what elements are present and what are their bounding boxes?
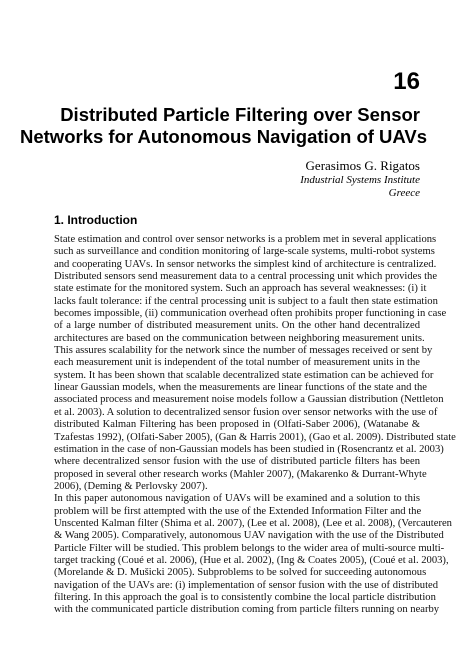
body-line: state estimate for the monitored system. Such an approach has several weaknesses: (i) it (54, 283, 427, 295)
chapter-title-line: Distributed Particle Filtering over Sensor (60, 104, 420, 125)
chapter-number: 16 (393, 68, 420, 95)
body-line: where decentralized sensor fusion with the use of distributed particle filters has been (54, 456, 420, 468)
section-heading: 1. Introduction (54, 213, 138, 227)
body-line: of a large number of distributed measurement units. On the other hand decentralized (54, 320, 420, 332)
body-text (54, 234, 456, 617)
body-line: Tzafestas 1992), (Olfati-Saber 2005), (Gan & Harris 2001), (Gao et al. 2009). Distributed state (54, 431, 456, 443)
body-line: system. It has been shown that scalable decentralized state estimation can be achieved for (54, 369, 434, 381)
body-line: becomes impossible, (ii) communication overhead often prohibits proper functioning in case (54, 308, 447, 320)
body-line: filtering. In this approach the goal is to consistently combine the local particle distribution (54, 591, 436, 603)
body-line: such as surveillance and condition monitoring of large-scale systems, multi-robot systems (54, 246, 435, 258)
body-line: This assures scalability for the network since the number of messages received or sent by (54, 345, 433, 357)
body-line: et al. 2003). A solution to decentralized sensor fusion over sensor networks with the use of (54, 406, 438, 418)
body-line: 2006), (Deming & Perlovsky 2007). (54, 480, 208, 492)
body-line: Unscented Kalman filter (Shima et al. 2007), (Lee et al. 2008), (Lee et al. 2008), (Vercauteren (54, 517, 452, 529)
body-line: problem will be first attempted with the use of the Extended Information Filter and the (54, 505, 422, 517)
body-line: lacks fault tolerance: if the central processing unit is subject to a fault then state estimation (54, 295, 438, 307)
author-name: Gerasimos G. Rigatos (305, 158, 420, 173)
body-line: architectures are based on the communication between neighboring measurement units. (54, 332, 425, 344)
body-line: and cooperating UAVs. In sensor networks the simplest kind of architecture is centralized. (54, 258, 437, 270)
body-line: proposed in several other research works (Mahler 2007), (Makarenko & Durrant-Whyte (54, 468, 427, 480)
body-line: Distributed sensors send measurement data to a central processing unit which provides the (54, 271, 438, 283)
body-line: linear Gaussian models, when the measurements are linear functions of the state and the (54, 382, 428, 394)
author-block (300, 158, 420, 200)
body-line: target tracking (Coué et al. 2006), (Hue et al. 2002), (Ing & Coates 2005), (Coué et al. 2003), (54, 554, 449, 566)
body-line: associated process and measurement noise models follow a Gaussian distribution (Nettleton (54, 394, 444, 406)
body-line: estimation in the case of non-Gaussian models has been studied in (Rosencrantz et al. 2003) (54, 443, 444, 455)
body-line: State estimation and control over sensor networks is a problem met in several applications (54, 234, 437, 245)
author-country: Greece (388, 187, 420, 199)
body-line: each measurement unit is independent of the total number of measurement units in the (54, 357, 420, 369)
body-line: & Wang 2005). Comparatively, autonomous UAV navigation with the use of the Distributed (54, 530, 444, 542)
chapter-title (20, 104, 428, 148)
body-line: distributed Kalman Filtering has been proposed in (Olfati-Saber 2006), (Watanabe & (54, 419, 420, 431)
body-line: (Morelande & D. Mušicki 2005). Subproblems to be solved for succeeding autonomous (54, 567, 427, 579)
body-line: Particle Filter will be studied. This problem belongs to the wider area of multi-source multi- (54, 542, 445, 554)
author-institution: Industrial Systems Institute (300, 174, 420, 186)
body-line: navigation of the UAVs are: (i) implementation of sensor fusion with the use of distributed (54, 579, 439, 591)
body-line: In this paper autonomous navigation of UAVs will be examined and a solution to this (54, 493, 420, 505)
chapter-title-line: Networks for Autonomous Navigation of UAVs (20, 126, 428, 147)
body-line: with the communicated particle distribution coming from particle filters running on nearby (54, 604, 440, 616)
